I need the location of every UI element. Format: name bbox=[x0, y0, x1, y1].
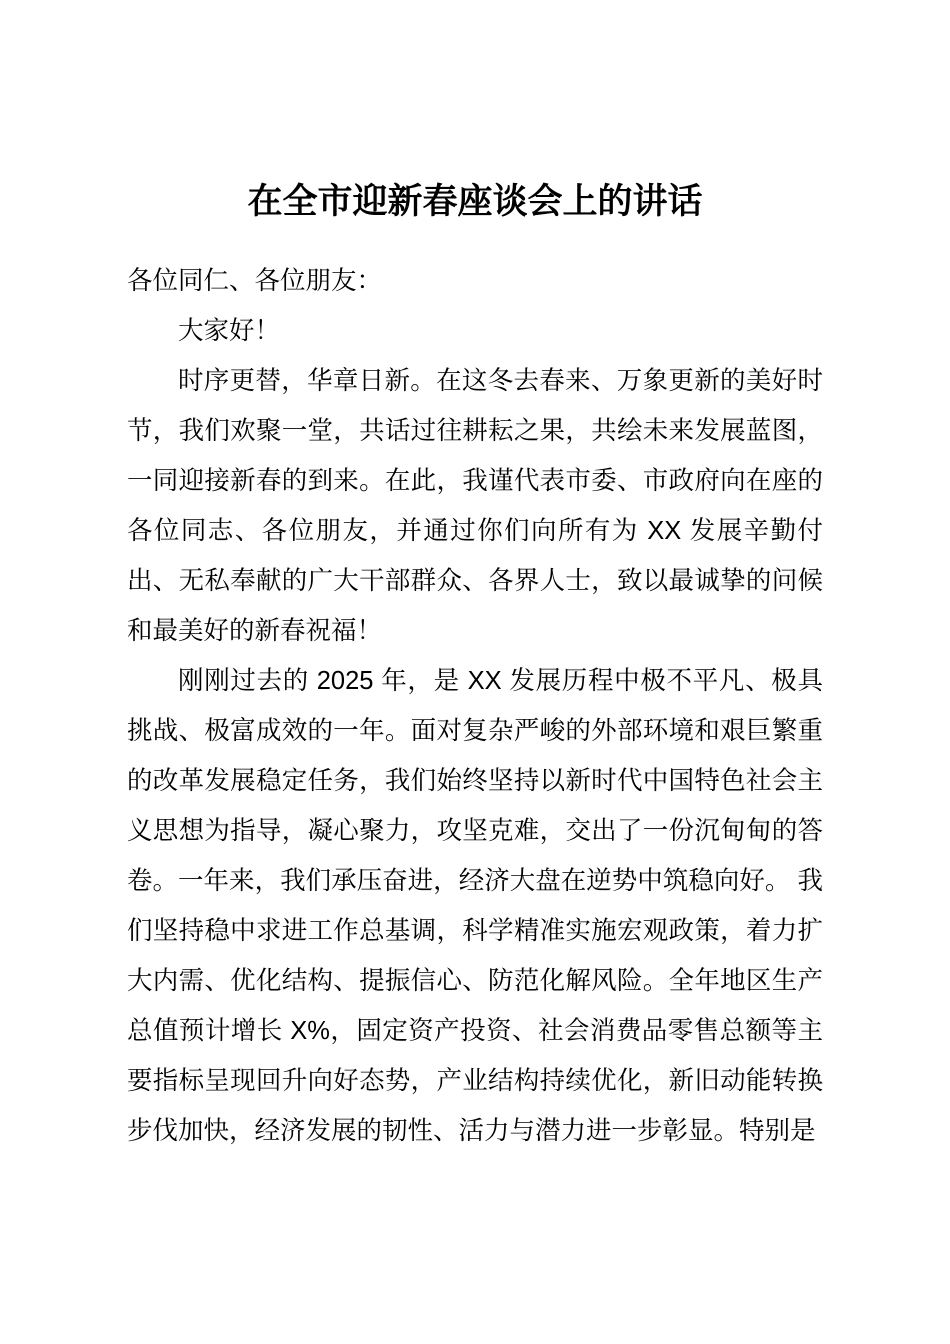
document-title: 在全市迎新春座谈会上的讲话 bbox=[247, 182, 703, 221]
paragraph: 刚刚过去的 2025 年，是 XX 发展历程中极不平凡、极具挑战、极富成效的一年。面对复杂严峻的外部环境和艰巨繁重的改革发展稳定任务，我们始终坚持以新时代中国特色社会主义思想为指导，凝心聚力，攻坚克难，交出了一份沉甸甸的答卷。一年来，我们承压奋进，经济大盘在逆势中筑稳向好。 我们坚持稳中求进工作总基调，科学精准实施宏观政策，着力扩大内需、优化结构、提振信心、防范化解风险。全年地区生产总值预计增长 X%，固定资产投资、社会消费品零售总额等主要指标呈现回升向好态势，产业结构持续优化，新旧动能转换步伐加快，经济发展的韧性、活力与潜力进一步彰显。特别是 bbox=[127, 667, 823, 1145]
paragraph: 各位同仁、各位朋友： bbox=[127, 267, 383, 295]
document-body bbox=[127, 256, 823, 1156]
paragraph: 大家好！ bbox=[178, 317, 281, 345]
paragraph: 时序更替，华章日新。在这冬去春来、万象更新的美好时节，我们欢聚一堂，共话过往耕耘之果，共绘未来发展蓝图，一同迎接新春的到来。在此，我谨代表市委、市政府向在座的各位同志、各位朋友，并通过你们向所有为 XX 发展辛勤付出、无私奉献的广大干部群众、各界人士，致以最诚挚的问候和最美好的新春祝福！ bbox=[127, 367, 823, 645]
